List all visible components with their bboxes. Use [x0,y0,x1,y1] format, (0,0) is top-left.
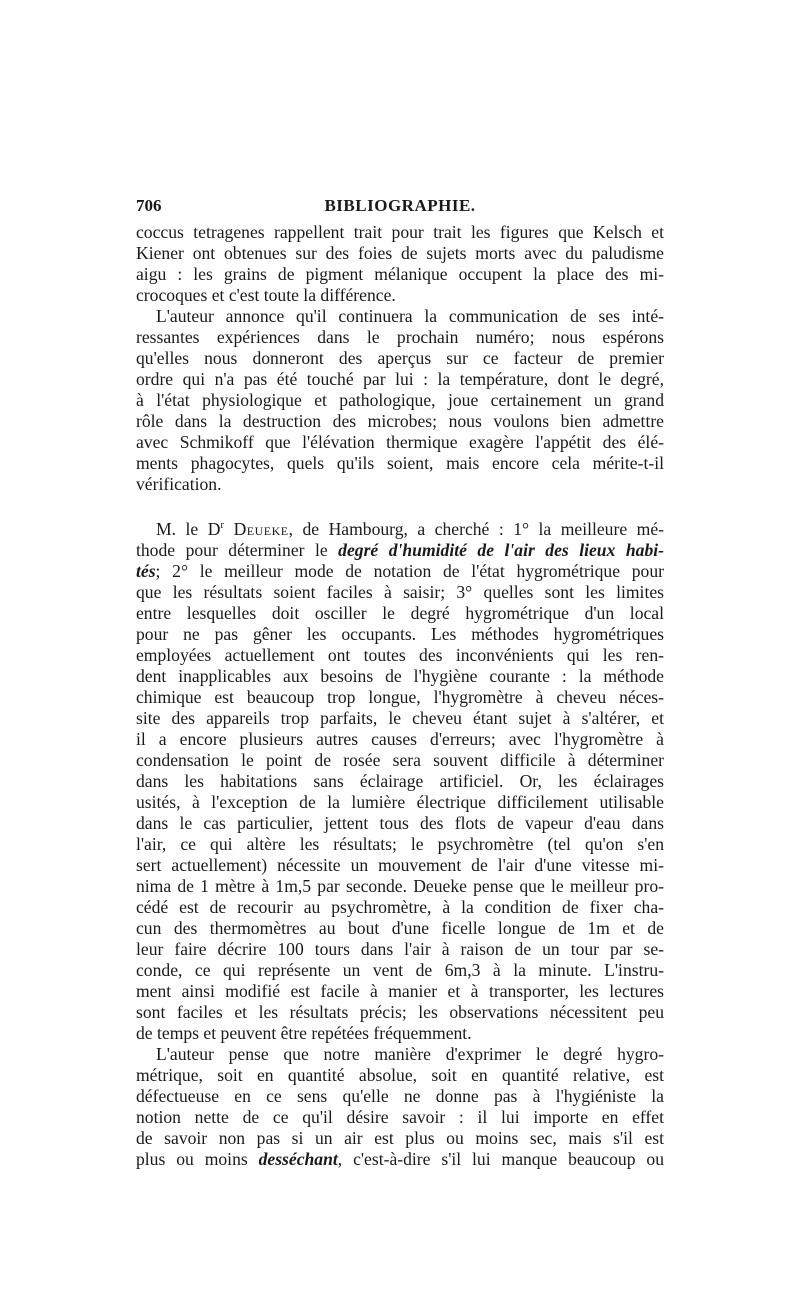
text-line: leur faire décrire 100 tours dans l'air à raison de un tour par se- [136,938,664,959]
text-line: ments phagocytes, quels qu'ils soient, mais encore cela mérite-t-il [136,453,664,473]
text-line: vérification. [136,474,222,494]
text-line: dent inapplicables aux besoins de l'hygiène courante : la méthode [136,665,664,686]
text-line: l'air, ce qui altère les résultats; le psychromètre (tel qu'on s'en [136,833,664,854]
text-line: notion nette de ce qu'il désire savoir : il lui importe en effet [136,1106,664,1127]
text-line: sont faciles et les résultats précis; les observations nécessitent peu [136,1001,664,1022]
text-line: ressantes expériences dans le prochain numéro; nous espérons [136,327,664,347]
text-line: chimique est beaucoup trop longue, l'hygromètre à cheveu néces- [136,686,664,707]
paragraph-3 [136,515,664,1044]
text-line: usités, à l'exception de la lumière électrique difficilement utilisable [136,791,664,812]
text-line: de savoir non pas si un air est plus ou moins sec, mais s'il est [136,1127,664,1148]
page-number: 706 [136,196,162,215]
paragraph-1 [136,222,664,306]
italic-title: degré d'humidité de l'air des lieux habi- [338,539,664,560]
text-line: qu'elles nous donneront des aperçus sur ce facteur de premier [136,348,664,368]
text-line: nima de 1 mètre à 1m,5 par seconde. Deueke pense que le meilleur pro- [136,875,664,896]
text-line: de temps et peuvent être repétées fréquemment. [136,1022,472,1043]
author-name: Deueke [233,518,289,539]
text-line: conde, ce qui représente un vent de 6m,3 à la minute. L'instru- [136,959,664,980]
text-line: pour ne pas gêner les occupants. Les méthodes hygrométriques [136,623,664,644]
text-line: cédé est de recourir au psychromètre, à la condition de fixer cha- [136,896,664,917]
text-line: ment ainsi modifié est facile à manier et à transporter, les lectures [136,980,664,1001]
text-line: employées actuellement ont toutes des inconvénients qui les ren- [136,644,664,665]
text-line [136,561,664,582]
text-line: que les résultats soient faciles à saisir; 3° quelles sont les limites [136,581,664,602]
text-line: coccus tetragenes rappellent trait pour trait les figures que Kelsch et [136,222,664,242]
text-line: L'auteur pense que notre manière d'exprimer le degré hygro- [156,1043,664,1064]
text-line: métrique, soit en quantité absolue, soit en quantité relative, est [136,1064,664,1085]
text-line: aigu : les grains de pigment mélanique occupent la place des mi- [136,264,664,284]
text-line: rôle dans la destruction des microbes; nous voulons bien admettre [136,411,664,431]
text-line: L'auteur annonce qu'il continuera la communication de ses inté- [156,306,664,326]
italic-word: desséchant [258,1148,338,1169]
text-line: il a encore plusieurs autres causes d'erreurs; avec l'hygromètre à [136,728,664,749]
text-run: plus ou moins [136,1148,259,1169]
text-line: entre lesquelles doit osciller le degré hygrométrique d'un local [136,602,664,623]
paragraph-gap [136,495,664,515]
text-line: site des appareils trop parfaits, le cheveu étant sujet à s'altérer, et [136,707,664,728]
text-line: sert actuellement) nécessite un mouvement de l'air d'une vitesse mi- [136,854,664,875]
text-line: Kiener ont obtenues sur des foies de sujets morts avec du paludisme [136,243,664,263]
text-line [136,540,664,561]
text-line [136,515,664,540]
page-header [136,196,664,218]
text-run: , c'est-à-dire s'il lui manque beaucoup ou [337,1148,664,1169]
running-title: BIBLIOGRAPHIE. [324,196,476,215]
text-line: dans le cas particulier, jettent tous des flots de vapeur d'eau dans [136,812,664,833]
text-line: ordre qui n'a pas été touché par lui : la température, dont le degré, [136,369,664,389]
text-run: M. le D [156,518,221,539]
text-run: thode pour déterminer le [136,539,339,560]
text-line [136,1149,664,1170]
paragraph-4 [136,1044,664,1170]
text-line: à l'état physiologique et pathologique, joue certainement un grand [136,390,664,410]
text-line: avec Schmikoff que l'élévation thermique exagère l'appétit des élé- [136,432,664,452]
text-line: cun des thermomètres au bout d'une ficelle longue de 1m et de [136,917,664,938]
text-line: défectueuse en ce sens qu'elle ne donne pas à l'hygiéniste la [136,1085,664,1106]
text-line: crocoques et c'est toute la différence. [136,285,396,305]
book-page [136,196,664,1170]
text-line: dans les habitations sans éclairage artificiel. Or, les éclairages [136,770,664,791]
text-run: , de Hambourg, a cherché : 1° la meilleure mé- [288,518,664,539]
text-run [224,519,233,539]
text-run: ; 2° le meilleur mode de notation de l'état hygrométrique pour [155,560,664,581]
text-line: condensation le point de rosée sera souvent difficile à déterminer [136,749,664,770]
paragraph-2 [136,306,664,495]
superscript: r [220,519,225,531]
italic-title: tés [136,560,156,581]
